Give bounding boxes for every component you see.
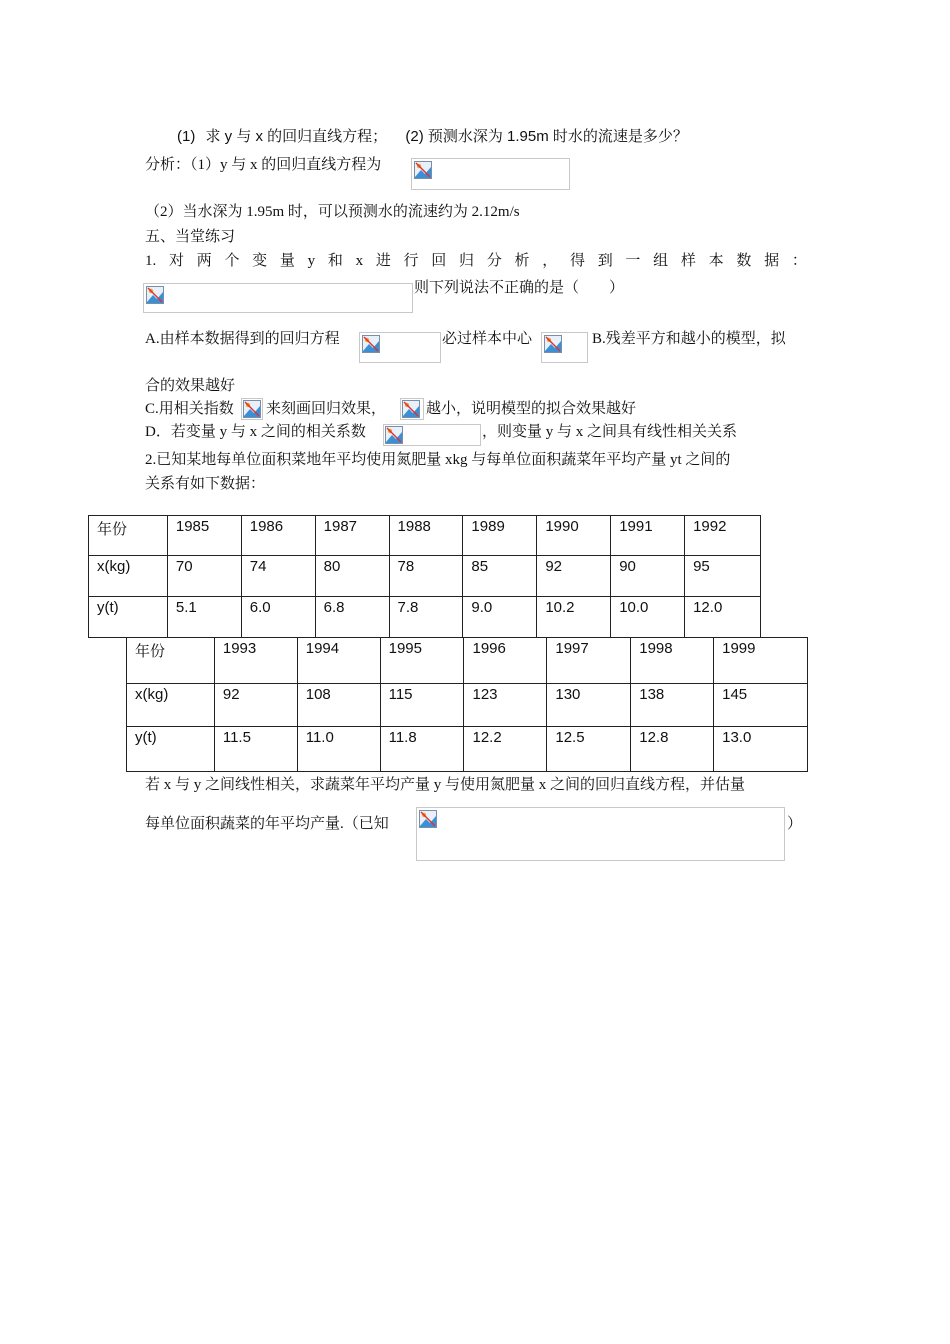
table-cell: 1995 (380, 638, 464, 684)
table-cell: 1998 (631, 638, 714, 684)
broken-image-sample-data (143, 283, 413, 313)
stem-char: 得 (569, 253, 585, 269)
table-cell: 1986 (241, 516, 315, 556)
table-cell: x(kg) (89, 556, 168, 597)
stem-char: 个 (224, 253, 240, 269)
stem-char: 对 (168, 253, 184, 269)
analysis-line: 分析：（1）y 与 x 的回归直线方程为 (145, 157, 382, 173)
table-cell: 11.5 (214, 727, 297, 772)
broken-image-r2-b (400, 398, 424, 420)
table-cell: 1985 (167, 516, 241, 556)
stem-char: 进 (375, 253, 391, 269)
stem-char: 本 (708, 253, 724, 269)
table-row (89, 516, 761, 556)
section-title: 五、当堂练习 (145, 229, 236, 245)
option-c-prefix: C.用相关指数 (145, 401, 234, 417)
broken-image-icon (146, 286, 164, 304)
broken-image-formula (416, 807, 785, 861)
broken-image-correlation (383, 424, 481, 446)
option-c-middle: 来刻画回归效果， (266, 401, 387, 417)
table-cell: 92 (214, 684, 297, 727)
table-cell: 1989 (463, 516, 537, 556)
table-cell: 1990 (537, 516, 611, 556)
question-parts-line (177, 127, 688, 147)
table-cell: 78 (389, 556, 463, 597)
table-cell: 1999 (714, 638, 808, 684)
stem-char: 数 (736, 253, 752, 269)
broken-image-icon (362, 335, 380, 353)
exercise1-stem-tail: 则下列说法不正确的是（ ） (414, 280, 625, 296)
stem-char: ， (542, 253, 558, 269)
exercise2-question-close: ） (787, 816, 803, 832)
table-cell: 1996 (464, 638, 547, 684)
table-cell: 130 (547, 684, 631, 727)
exercise2-stem-line1: 2.已知某地每单位面积菜地年平均使用氮肥量 xkg 与每单位面积蔬菜年平均产量 yt 之间的 (145, 452, 731, 468)
exercise1-stem (145, 251, 807, 271)
stem-char: ： (791, 253, 807, 269)
exercise2-question-line1: 若 x 与 y 之间线性相关，求蔬菜年平均产量 y 与使用氮肥量 x 之间的回归直线方程，并估量 (145, 777, 746, 793)
broken-image-regression-eq (359, 332, 441, 363)
table-cell: 1992 (685, 516, 761, 556)
table-cell: 92 (537, 556, 611, 597)
part2-number: (2) (405, 128, 424, 145)
table-cell: 1988 (389, 516, 463, 556)
table-row (89, 556, 761, 597)
option-c-tail: 越小，说明模型的拟合效果越好 (426, 401, 637, 417)
table-cell: 138 (631, 684, 714, 727)
table-cell: 95 (685, 556, 761, 597)
broken-image-equation (411, 158, 570, 190)
table-cell: 145 (714, 684, 808, 727)
stem-char: 和 (327, 253, 343, 269)
broken-image-r2 (241, 398, 263, 420)
table-cell: 12.0 (685, 597, 761, 638)
stem-char: x (355, 253, 364, 269)
broken-image-sample-center (541, 332, 588, 363)
table-cell: 85 (463, 556, 537, 597)
option-a-prefix: A.由样本数据得到的回归方程 (145, 331, 340, 347)
table-row (127, 727, 808, 772)
stem-char: 行 (403, 253, 419, 269)
table-row (127, 684, 808, 727)
table-cell: 6.0 (241, 597, 315, 638)
table-cell: 12.5 (547, 727, 631, 772)
option-d-tail: ，则变量 y 与 x 之间具有线性相关关系 (482, 424, 738, 440)
option-a-middle: 必过样本中心 (442, 331, 533, 347)
table-cell: 10.0 (611, 597, 685, 638)
table-cell: 115 (380, 684, 464, 727)
table-cell: 1993 (214, 638, 297, 684)
data-table-1985-1992 (88, 515, 761, 638)
table-row (127, 638, 808, 684)
table-cell: 108 (297, 684, 380, 727)
part2-text: 预测水深为 1.95m 时水的流速是多少？ (427, 128, 688, 145)
table-cell: 11.0 (297, 727, 380, 772)
broken-image-icon (402, 400, 420, 418)
table-cell: x(kg) (127, 684, 215, 727)
stem-char: y (307, 253, 316, 269)
table-cell: 9.0 (463, 597, 537, 638)
stem-char: 回 (431, 253, 447, 269)
table-cell: 90 (611, 556, 685, 597)
stem-char: 两 (196, 253, 212, 269)
stem-char: 析 (514, 253, 530, 269)
option-b-continued: 合的效果越好 (145, 378, 236, 394)
table-cell: 12.8 (631, 727, 714, 772)
data-table-1993-1999 (126, 637, 808, 772)
table-cell: y(t) (89, 597, 168, 638)
exercise2-question-line2: 每单位面积蔬菜的年平均产量.（已知 (145, 816, 389, 832)
table-cell: 74 (241, 556, 315, 597)
table-cell: 70 (167, 556, 241, 597)
table-cell: 5.1 (167, 597, 241, 638)
broken-image-icon (414, 161, 432, 179)
table-cell: 年份 (89, 516, 168, 556)
part1-number: (1) (177, 128, 196, 145)
table-cell: 123 (464, 684, 547, 727)
stem-char: 样 (680, 253, 696, 269)
table-cell: 1997 (547, 638, 631, 684)
broken-image-icon (544, 335, 562, 353)
broken-image-icon (243, 400, 261, 418)
analysis-answer-2: （2）当水深为 1.95m 时，可以预测水的流速约为 2.12m/s (145, 204, 520, 220)
stem-char: 归 (459, 253, 475, 269)
option-d-prefix: D．若变量 y 与 x 之间的相关系数 (145, 424, 366, 440)
option-b: B.残差平方和越小的模型，拟 (592, 331, 786, 347)
table-cell: 10.2 (537, 597, 611, 638)
stem-char: 组 (653, 253, 669, 269)
stem-char: 量 (279, 253, 295, 269)
table-cell: 1991 (611, 516, 685, 556)
part1-text: 求 y 与 x 的回归直线方程； (205, 128, 388, 145)
stem-char: 1. (145, 253, 157, 269)
stem-char: 到 (597, 253, 613, 269)
broken-image-icon (419, 810, 437, 828)
table-cell: 7.8 (389, 597, 463, 638)
table-cell: 11.8 (380, 727, 464, 772)
table-cell: 13.0 (714, 727, 808, 772)
table-cell: y(t) (127, 727, 215, 772)
stem-char: 分 (486, 253, 502, 269)
table-row (89, 597, 761, 638)
stem-char: 一 (625, 253, 641, 269)
stem-char: 据 (764, 253, 780, 269)
stem-char: 变 (252, 253, 268, 269)
table-cell: 1994 (297, 638, 380, 684)
table-cell: 12.2 (464, 727, 547, 772)
table-cell: 1987 (315, 516, 389, 556)
exercise2-stem-line2: 关系有如下数据： (145, 476, 266, 492)
table-cell: 年份 (127, 638, 215, 684)
table-cell: 6.8 (315, 597, 389, 638)
broken-image-icon (385, 426, 403, 444)
table-cell: 80 (315, 556, 389, 597)
